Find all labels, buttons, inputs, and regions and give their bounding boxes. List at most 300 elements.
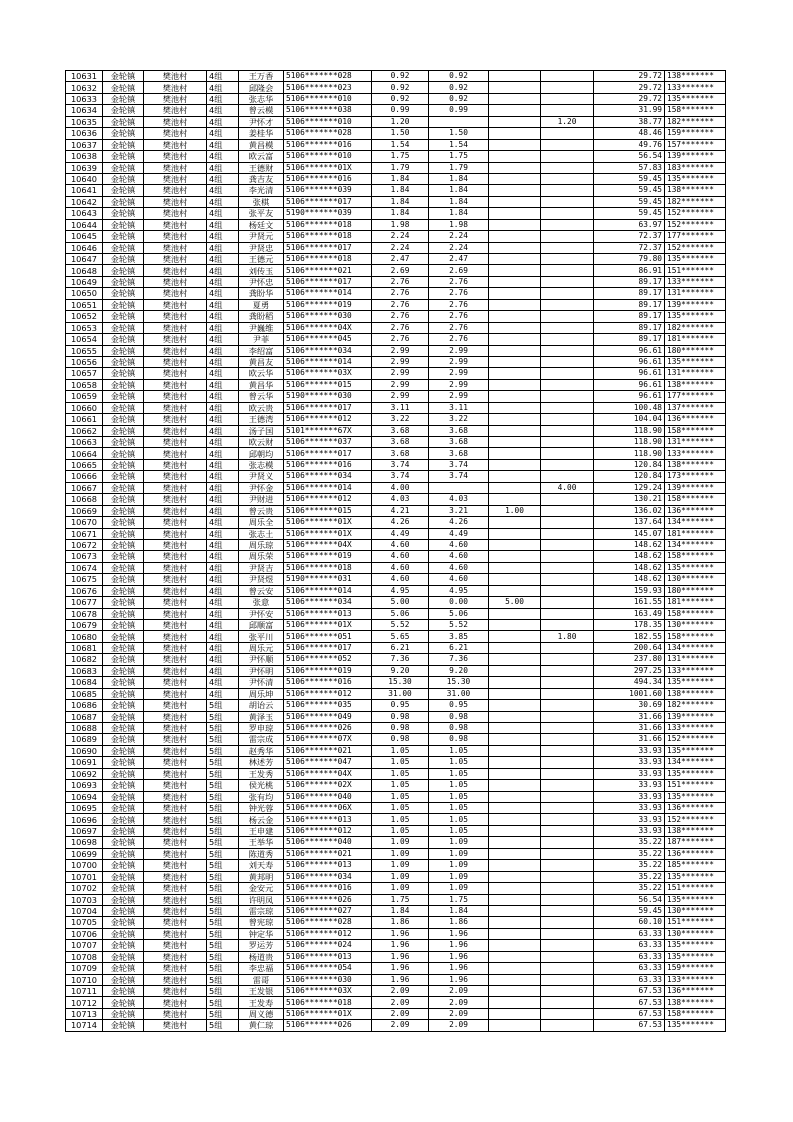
group-cell: 4组	[207, 562, 239, 573]
area-total-cell: 4.60	[372, 551, 429, 562]
village-cell: 樊池村	[144, 780, 207, 791]
amount-cell: 161.55	[594, 597, 665, 608]
name-cell: 王德元	[239, 254, 284, 265]
id-number-cell: 5106*******018	[284, 219, 372, 230]
town-cell: 金轮镇	[103, 539, 144, 550]
amount-cell: 59.45	[594, 173, 665, 184]
area-a-cell: 1.50	[429, 128, 489, 139]
area-c-cell	[541, 814, 594, 825]
group-cell: 4组	[207, 597, 239, 608]
id-number-cell: 5106*******019	[284, 665, 372, 676]
id-number-cell: 5106*******026	[284, 894, 372, 905]
village-cell: 樊池村	[144, 722, 207, 733]
area-c-cell	[541, 185, 594, 196]
table-row	[66, 151, 726, 162]
area-c-cell	[541, 551, 594, 562]
town-cell: 金轮镇	[103, 288, 144, 299]
area-total-cell: 3.11	[372, 402, 429, 413]
area-b-cell	[489, 208, 541, 219]
phone-cell: 130*******	[665, 620, 726, 631]
table-row	[66, 128, 726, 139]
town-cell: 金轮镇	[103, 688, 144, 699]
name-cell: 邱朝均	[239, 448, 284, 459]
id-number-cell: 5106*******018	[284, 562, 372, 573]
id-number-cell: 5106*******016	[284, 459, 372, 470]
area-a-cell: 2.99	[429, 391, 489, 402]
amount-cell: 118.90	[594, 448, 665, 459]
name-cell: 罗申琼	[239, 722, 284, 733]
area-b-cell	[489, 482, 541, 493]
amount-cell: 33.93	[594, 803, 665, 814]
group-cell: 5组	[207, 986, 239, 997]
amount-cell: 1001.60	[594, 688, 665, 699]
table-row	[66, 391, 726, 402]
area-c-cell	[541, 951, 594, 962]
town-cell: 金轮镇	[103, 116, 144, 127]
area-b-cell	[489, 940, 541, 951]
area-total-cell: 4.95	[372, 585, 429, 596]
id-number-cell: 5106*******034	[284, 597, 372, 608]
area-b-cell	[489, 494, 541, 505]
area-c-cell	[541, 128, 594, 139]
amount-cell: 89.17	[594, 322, 665, 333]
village-cell: 樊池村	[144, 1008, 207, 1019]
area-total-cell: 6.21	[372, 642, 429, 653]
phone-cell: 135*******	[665, 871, 726, 882]
phone-cell: 135*******	[665, 1020, 726, 1031]
area-b-cell	[489, 288, 541, 299]
area-a-cell: 4.60	[429, 551, 489, 562]
village-cell: 樊池村	[144, 448, 207, 459]
area-total-cell: 2.69	[372, 265, 429, 276]
amount-cell: 136.02	[594, 505, 665, 516]
area-a-cell: 1.09	[429, 837, 489, 848]
amount-cell: 100.48	[594, 402, 665, 413]
area-b-cell	[489, 562, 541, 573]
table-row	[66, 654, 726, 665]
row-index: 10683	[66, 665, 103, 676]
row-index: 10653	[66, 322, 103, 333]
village-cell: 樊池村	[144, 105, 207, 116]
village-cell: 樊池村	[144, 997, 207, 1008]
amount-cell: 96.61	[594, 391, 665, 402]
row-index: 10680	[66, 631, 103, 642]
amount-cell: 38.77	[594, 116, 665, 127]
area-b-cell	[489, 128, 541, 139]
area-total-cell: 2.09	[372, 1020, 429, 1031]
id-number-cell: 5190*******039	[284, 208, 372, 219]
area-a-cell: 4.49	[429, 528, 489, 539]
area-b-cell	[489, 425, 541, 436]
phone-cell: 152*******	[665, 814, 726, 825]
town-cell: 金轮镇	[103, 311, 144, 322]
table-row	[66, 631, 726, 642]
table-row	[66, 482, 726, 493]
row-index: 10644	[66, 219, 103, 230]
village-cell: 樊池村	[144, 688, 207, 699]
amount-cell: 33.93	[594, 791, 665, 802]
area-b-cell	[489, 276, 541, 287]
area-a-cell: 9.20	[429, 665, 489, 676]
town-cell: 金轮镇	[103, 368, 144, 379]
village-cell: 樊池村	[144, 894, 207, 905]
area-total-cell: 4.49	[372, 528, 429, 539]
area-a-cell: 3.74	[429, 459, 489, 470]
name-cell: 欧云华	[239, 368, 284, 379]
town-cell: 金轮镇	[103, 608, 144, 619]
area-c-cell	[541, 219, 594, 230]
area-c-cell	[541, 1008, 594, 1019]
area-total-cell: 4.60	[372, 539, 429, 550]
amount-cell: 35.22	[594, 883, 665, 894]
area-a-cell: 1.05	[429, 745, 489, 756]
area-b-cell	[489, 688, 541, 699]
row-index: 10702	[66, 883, 103, 894]
town-cell: 金轮镇	[103, 986, 144, 997]
group-cell: 4组	[207, 437, 239, 448]
amount-cell: 86.91	[594, 265, 665, 276]
area-a-cell: 1.05	[429, 757, 489, 768]
area-c-cell	[541, 139, 594, 150]
phone-cell: 133*******	[665, 276, 726, 287]
id-number-cell: 5106*******013	[284, 951, 372, 962]
area-total-cell: 5.00	[372, 597, 429, 608]
area-total-cell: 2.09	[372, 997, 429, 1008]
area-c-cell	[541, 654, 594, 665]
area-b-cell	[489, 151, 541, 162]
group-cell: 5组	[207, 928, 239, 939]
area-a-cell: 1.05	[429, 780, 489, 791]
id-number-cell: 5106*******012	[284, 825, 372, 836]
area-total-cell: 1.84	[372, 185, 429, 196]
table-row	[66, 665, 726, 676]
id-number-cell: 5106*******049	[284, 711, 372, 722]
group-cell: 5组	[207, 791, 239, 802]
table-row	[66, 425, 726, 436]
group-cell: 4组	[207, 254, 239, 265]
row-index: 10672	[66, 539, 103, 550]
area-a-cell: 1.96	[429, 951, 489, 962]
area-total-cell: 1.79	[372, 162, 429, 173]
row-index: 10645	[66, 231, 103, 242]
area-b-cell	[489, 539, 541, 550]
name-cell: 张平川	[239, 631, 284, 642]
area-a-cell: 1.84	[429, 208, 489, 219]
area-c-cell: 1.20	[541, 116, 594, 127]
village-cell: 樊池村	[144, 928, 207, 939]
row-index: 10649	[66, 276, 103, 287]
area-b-cell	[489, 665, 541, 676]
area-b-cell	[489, 242, 541, 253]
row-index: 10689	[66, 734, 103, 745]
row-index: 10646	[66, 242, 103, 253]
area-c-cell: 1.80	[541, 631, 594, 642]
area-total-cell: 4.60	[372, 562, 429, 573]
name-cell: 雷哥	[239, 974, 284, 985]
group-cell: 4组	[207, 379, 239, 390]
id-number-cell: 5106*******034	[284, 471, 372, 482]
area-total-cell: 3.74	[372, 459, 429, 470]
group-cell: 4组	[207, 688, 239, 699]
area-a-cell: 0.98	[429, 711, 489, 722]
row-index: 10682	[66, 654, 103, 665]
area-a-cell: 2.76	[429, 311, 489, 322]
phone-cell: 135*******	[665, 93, 726, 104]
area-b-cell	[489, 848, 541, 859]
row-index: 10675	[66, 574, 103, 585]
town-cell: 金轮镇	[103, 471, 144, 482]
amount-cell: 72.37	[594, 242, 665, 253]
area-a-cell: 2.24	[429, 242, 489, 253]
area-b-cell: 1.00	[489, 505, 541, 516]
group-cell: 4组	[207, 356, 239, 367]
row-index: 10712	[66, 997, 103, 1008]
village-cell: 樊池村	[144, 539, 207, 550]
group-cell: 4组	[207, 311, 239, 322]
table-row	[66, 231, 726, 242]
amount-cell: 63.33	[594, 940, 665, 951]
village-cell: 樊池村	[144, 837, 207, 848]
name-cell: 尹贤元	[239, 231, 284, 242]
area-c-cell	[541, 356, 594, 367]
group-cell: 5组	[207, 837, 239, 848]
village-cell: 樊池村	[144, 700, 207, 711]
name-cell: 刘传玉	[239, 265, 284, 276]
amount-cell: 63.33	[594, 974, 665, 985]
name-cell: 周乐全	[239, 517, 284, 528]
area-c-cell	[541, 151, 594, 162]
table-row	[66, 528, 726, 539]
amount-cell: 35.22	[594, 837, 665, 848]
phone-cell: 139*******	[665, 151, 726, 162]
area-c-cell	[541, 768, 594, 779]
amount-cell: 89.17	[594, 288, 665, 299]
phone-cell: 138*******	[665, 825, 726, 836]
town-cell: 金轮镇	[103, 242, 144, 253]
area-b-cell	[489, 459, 541, 470]
name-cell: 尹怀明	[239, 665, 284, 676]
area-b-cell	[489, 722, 541, 733]
area-c-cell	[541, 231, 594, 242]
town-cell: 金轮镇	[103, 334, 144, 345]
row-index: 10704	[66, 905, 103, 916]
town-cell: 金轮镇	[103, 768, 144, 779]
group-cell: 4组	[207, 288, 239, 299]
group-cell: 5组	[207, 917, 239, 928]
phone-cell: 139*******	[665, 482, 726, 493]
area-a-cell: 4.03	[429, 494, 489, 505]
area-c-cell	[541, 322, 594, 333]
id-number-cell: 5106*******017	[284, 402, 372, 413]
village-cell: 樊池村	[144, 471, 207, 482]
area-a-cell: 2.09	[429, 1008, 489, 1019]
id-number-cell: 5106*******012	[284, 414, 372, 425]
area-a-cell: 3.85	[429, 631, 489, 642]
phone-cell: 133*******	[665, 82, 726, 93]
area-total-cell: 4.21	[372, 505, 429, 516]
group-cell: 4组	[207, 208, 239, 219]
group-cell: 5组	[207, 963, 239, 974]
table-row	[66, 356, 726, 367]
phone-cell: 138*******	[665, 379, 726, 390]
area-c-cell	[541, 620, 594, 631]
area-c-cell	[541, 711, 594, 722]
village-cell: 樊池村	[144, 631, 207, 642]
row-index: 10681	[66, 642, 103, 653]
row-index: 10710	[66, 974, 103, 985]
table-row	[66, 860, 726, 871]
table-row	[66, 345, 726, 356]
town-cell: 金轮镇	[103, 585, 144, 596]
phone-cell: 135*******	[665, 254, 726, 265]
id-number-cell: 5106*******016	[284, 173, 372, 184]
phone-cell: 173*******	[665, 471, 726, 482]
name-cell: 黄泽玉	[239, 711, 284, 722]
area-c-cell	[541, 574, 594, 585]
town-cell: 金轮镇	[103, 551, 144, 562]
table-row	[66, 276, 726, 287]
name-cell: 曾云安	[239, 585, 284, 596]
name-cell: 邱顺富	[239, 620, 284, 631]
area-a-cell: 4.95	[429, 585, 489, 596]
phone-cell: 182*******	[665, 700, 726, 711]
village-cell: 樊池村	[144, 803, 207, 814]
id-number-cell: 5106*******010	[284, 116, 372, 127]
name-cell: 龚盼稻	[239, 311, 284, 322]
amount-cell: 79.80	[594, 254, 665, 265]
id-number-cell: 5106*******034	[284, 871, 372, 882]
id-number-cell: 5106*******028	[284, 128, 372, 139]
area-a-cell: 2.69	[429, 265, 489, 276]
id-number-cell: 5106*******013	[284, 814, 372, 825]
area-b-cell	[489, 677, 541, 688]
village-cell: 樊池村	[144, 139, 207, 150]
area-total-cell: 2.99	[372, 356, 429, 367]
id-number-cell: 5106*******012	[284, 494, 372, 505]
id-number-cell: 5106*******045	[284, 334, 372, 345]
area-total-cell: 0.92	[372, 93, 429, 104]
group-cell: 5组	[207, 1020, 239, 1031]
group-cell: 4组	[207, 539, 239, 550]
amount-cell: 67.53	[594, 1008, 665, 1019]
table-row	[66, 185, 726, 196]
area-total-cell: 2.09	[372, 1008, 429, 1019]
group-cell: 5组	[207, 974, 239, 985]
area-total-cell: 1.05	[372, 825, 429, 836]
village-cell: 樊池村	[144, 814, 207, 825]
name-cell: 罗运芳	[239, 940, 284, 951]
group-cell: 4组	[207, 505, 239, 516]
area-a-cell: 1.75	[429, 151, 489, 162]
village-cell: 樊池村	[144, 528, 207, 539]
village-cell: 樊池村	[144, 265, 207, 276]
village-cell: 樊池村	[144, 642, 207, 653]
phone-cell: 135*******	[665, 894, 726, 905]
phone-cell: 138*******	[665, 997, 726, 1008]
town-cell: 金轮镇	[103, 1020, 144, 1031]
amount-cell: 49.76	[594, 139, 665, 150]
town-cell: 金轮镇	[103, 677, 144, 688]
name-cell: 侯光桃	[239, 780, 284, 791]
row-index: 10666	[66, 471, 103, 482]
area-total-cell: 4.03	[372, 494, 429, 505]
table-row	[66, 299, 726, 310]
table-row	[66, 93, 726, 104]
table-row	[66, 745, 726, 756]
area-c-cell	[541, 242, 594, 253]
group-cell: 4组	[207, 334, 239, 345]
table-row	[66, 265, 726, 276]
town-cell: 金轮镇	[103, 528, 144, 539]
town-cell: 金轮镇	[103, 825, 144, 836]
id-number-cell: 5106*******06X	[284, 803, 372, 814]
town-cell: 金轮镇	[103, 574, 144, 585]
area-total-cell: 2.47	[372, 254, 429, 265]
village-cell: 樊池村	[144, 391, 207, 402]
id-number-cell: 5106*******047	[284, 757, 372, 768]
area-b-cell	[489, 82, 541, 93]
town-cell: 金轮镇	[103, 391, 144, 402]
row-index: 10706	[66, 928, 103, 939]
row-index: 10695	[66, 803, 103, 814]
phone-cell: 134*******	[665, 539, 726, 550]
table-row	[66, 597, 726, 608]
amount-cell: 63.33	[594, 963, 665, 974]
area-b-cell	[489, 917, 541, 928]
name-cell: 尹贤义	[239, 471, 284, 482]
name-cell: 黄仁琼	[239, 1020, 284, 1031]
amount-cell: 96.61	[594, 356, 665, 367]
phone-cell: 131*******	[665, 368, 726, 379]
name-cell: 曾云模	[239, 105, 284, 116]
area-b-cell	[489, 905, 541, 916]
area-a-cell: 1.84	[429, 173, 489, 184]
area-b-cell	[489, 71, 541, 82]
town-cell: 金轮镇	[103, 356, 144, 367]
area-a-cell: 5.52	[429, 620, 489, 631]
id-number-cell: 5106*******028	[284, 71, 372, 82]
row-index: 10641	[66, 185, 103, 196]
name-cell: 张平友	[239, 208, 284, 219]
group-cell: 5组	[207, 1008, 239, 1019]
id-number-cell: 5106*******012	[284, 688, 372, 699]
id-number-cell: 5106*******01X	[284, 162, 372, 173]
town-cell: 金轮镇	[103, 997, 144, 1008]
area-c-cell	[541, 517, 594, 528]
name-cell: 曾云华	[239, 391, 284, 402]
area-c-cell	[541, 105, 594, 116]
row-index: 10648	[66, 265, 103, 276]
area-a-cell: 6.21	[429, 642, 489, 653]
id-number-cell: 5106*******038	[284, 105, 372, 116]
name-cell: 王万香	[239, 71, 284, 82]
row-index: 10701	[66, 871, 103, 882]
phone-cell: 136*******	[665, 803, 726, 814]
table-row	[66, 722, 726, 733]
group-cell: 4组	[207, 345, 239, 356]
area-a-cell	[429, 116, 489, 127]
group-cell: 4组	[207, 196, 239, 207]
village-cell: 樊池村	[144, 917, 207, 928]
table-row	[66, 711, 726, 722]
row-index: 10711	[66, 986, 103, 997]
village-cell: 樊池村	[144, 505, 207, 516]
town-cell: 金轮镇	[103, 162, 144, 173]
table-row	[66, 71, 726, 82]
amount-cell: 148.62	[594, 551, 665, 562]
group-cell: 4组	[207, 116, 239, 127]
area-b-cell	[489, 219, 541, 230]
